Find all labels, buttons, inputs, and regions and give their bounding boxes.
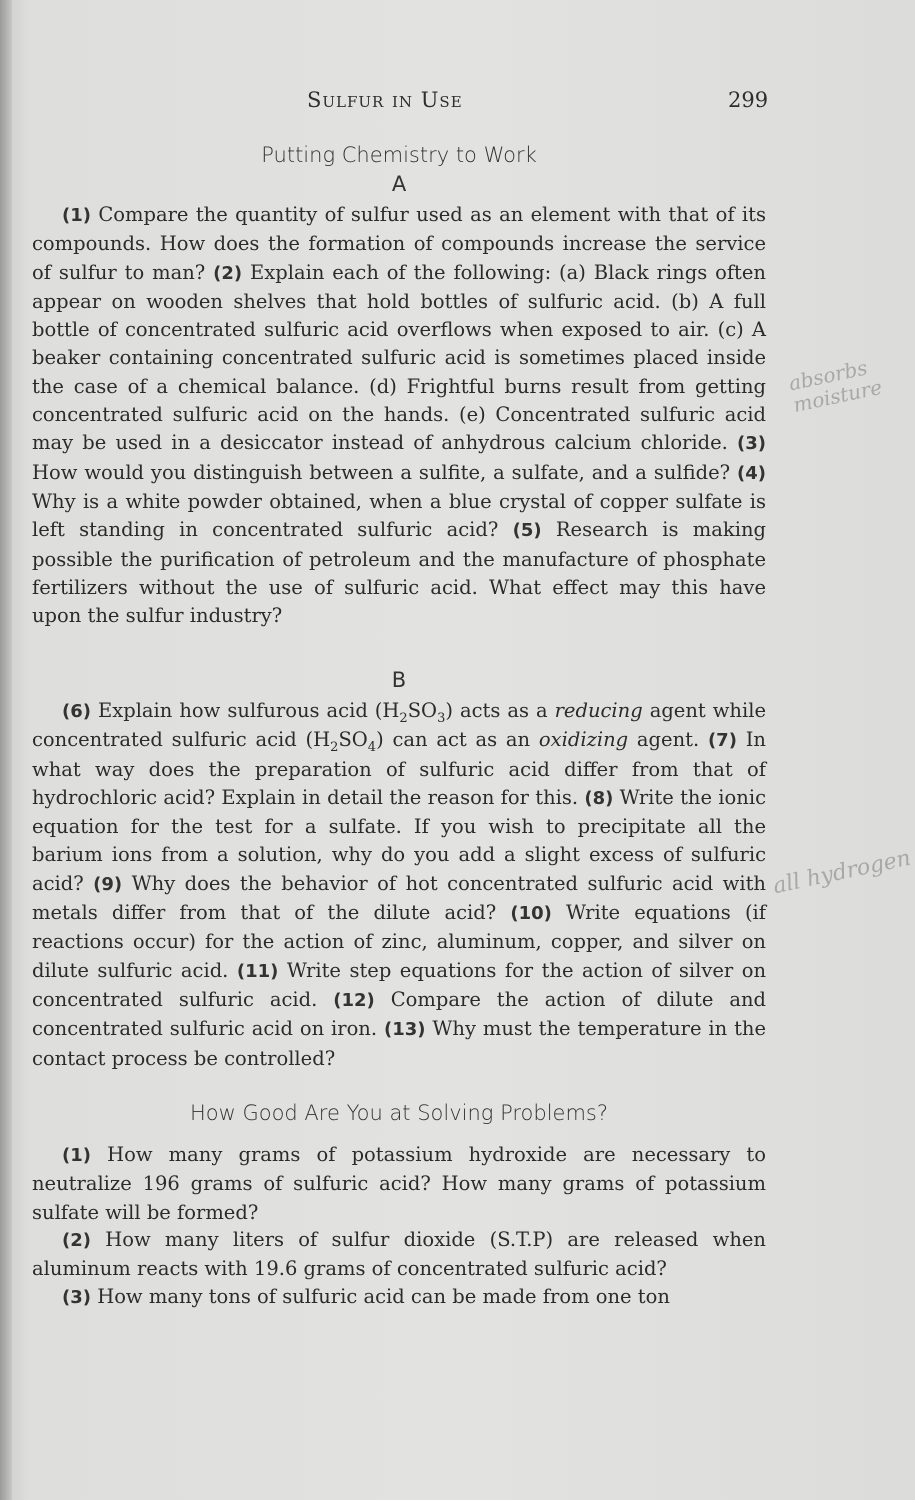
question-text: Explain each of the following: (a) Black rings often appear on wooden shelves that hold bottles of sulfuric acid. (b) A full bottle of concentrated sulfuric acid overflows when exposed to air. (c) A beaker containing concentrated sulfuric acid is sometimes placed inside the case of a chemical balance. (d) Frightful burns result from getting concentrated sulfuric acid on the hands. (e) Concentrated sulfuric acid may be used in a desiccator instead of anhydrous calcium chloride.: [32, 260, 766, 455]
question-number: (2): [213, 262, 243, 284]
question-number: (3): [737, 433, 766, 455]
question-text: Research is making possible the purification of petroleum and the manufacture of phosphate fertilizers without the use of sulfuric acid. What effect may this have upon the sulfur industry?: [32, 518, 766, 628]
question-text: Why must the temperature in the contact process be controlled?: [32, 1017, 767, 1070]
problem-2: [32, 1226, 766, 1284]
section-letter-b: B: [391, 668, 407, 692]
subscript: 4: [367, 740, 377, 756]
margin-pencil-note: all hydrogen: [770, 845, 913, 900]
margin-pencil-note: absorbs moisture: [786, 355, 885, 417]
section-b-paragraph: [32, 697, 766, 1073]
question-text: How would you distinguish between a sulfite, a sulfate, and a sulfide?: [32, 460, 731, 484]
question-text: Compare the quantity of sulfur used as an element with that of its compounds. How does the formation of compounds increase the service of sulfur to man?: [32, 203, 767, 284]
question-number: (12): [333, 989, 375, 1011]
question-number: (10): [510, 903, 552, 925]
question-number: (8): [584, 787, 614, 809]
emphasis-term: oxidizing: [538, 728, 629, 752]
question-text: SO: [407, 699, 438, 722]
question-number: (9): [93, 873, 123, 895]
running-head: Sulfur in Use: [307, 88, 463, 112]
problem-text: How many tons of sulfuric acid can be made from one ton: [97, 1285, 670, 1308]
question-number: (6): [62, 701, 91, 722]
question-text: agent.: [636, 728, 700, 752]
question-number: (7): [707, 730, 737, 752]
subscript: 3: [437, 710, 446, 726]
problem-text: How many grams of potassium hydroxide are necessary to neutralize 196 grams of sulfuric acid? How many grams of potassium sulfate will be formed?: [32, 1143, 766, 1224]
page-number: 299: [728, 88, 769, 112]
question-text: SO: [338, 728, 368, 752]
section-title-solving-problems: How Good Are You at Solving Problems?: [189, 1101, 609, 1125]
question-text: Write equations (if reactions occur) for the action of zinc, aluminum, copper, and silver on dilute sulfuric acid.: [32, 901, 767, 982]
question-number: (4): [737, 462, 766, 484]
problem-text: How many liters of sulfur dioxide (S.T.P) are released when aluminum reacts with 19.6 grams of concentrated sulfuric acid?: [32, 1228, 766, 1281]
section-title-putting-chemistry: Putting Chemistry to Work: [261, 143, 537, 167]
question-text: ) acts as a: [445, 699, 548, 722]
question-number: (1): [62, 205, 91, 226]
question-text: Why does the behavior of hot concentrated sulfuric acid with metals differ from that of the dilute acid?: [32, 871, 766, 925]
question-text: Why is a white powder obtained, when a blue crystal of copper sulfate is left standing in concentrated sulfuric acid?: [32, 489, 766, 542]
question-number: (13): [383, 1019, 426, 1041]
question-text: Write the ionic equation for the test for a sulfate. If you wish to precipitate all the barium ions from a solution, why do you add a slight excess of sulfuric acid?: [32, 785, 766, 895]
question-text: ) can act as an: [376, 728, 531, 752]
problem-1: [32, 1141, 766, 1227]
question-text: Explain how sulfurous acid (H: [97, 699, 400, 722]
question-text: Write step equations for the action of silver on concentrated sulfuric acid.: [32, 958, 766, 1011]
emphasis-term: reducing: [554, 699, 643, 722]
problem-number: (3): [62, 1287, 91, 1308]
page-gutter-edge: [0, 0, 12, 1500]
question-text: In what way does the preparation of sulfuric acid differ from that of hydrochloric acid? Explain in detail the reason for this.: [32, 728, 766, 809]
question-text: Compare the action of dilute and concentrated sulfuric acid on iron.: [32, 987, 766, 1041]
question-number: (11): [236, 960, 279, 982]
problem-number: (1): [62, 1145, 91, 1166]
section-letter-a: A: [391, 172, 407, 196]
question-number: (5): [512, 520, 542, 542]
section-a-paragraph: [32, 201, 766, 630]
question-text: agent while concentrated sulfuric acid (H: [32, 699, 767, 752]
problem-3: [32, 1283, 766, 1312]
subscript: 2: [330, 740, 339, 756]
subscript: 2: [399, 710, 408, 726]
problem-number: (2): [62, 1230, 91, 1251]
